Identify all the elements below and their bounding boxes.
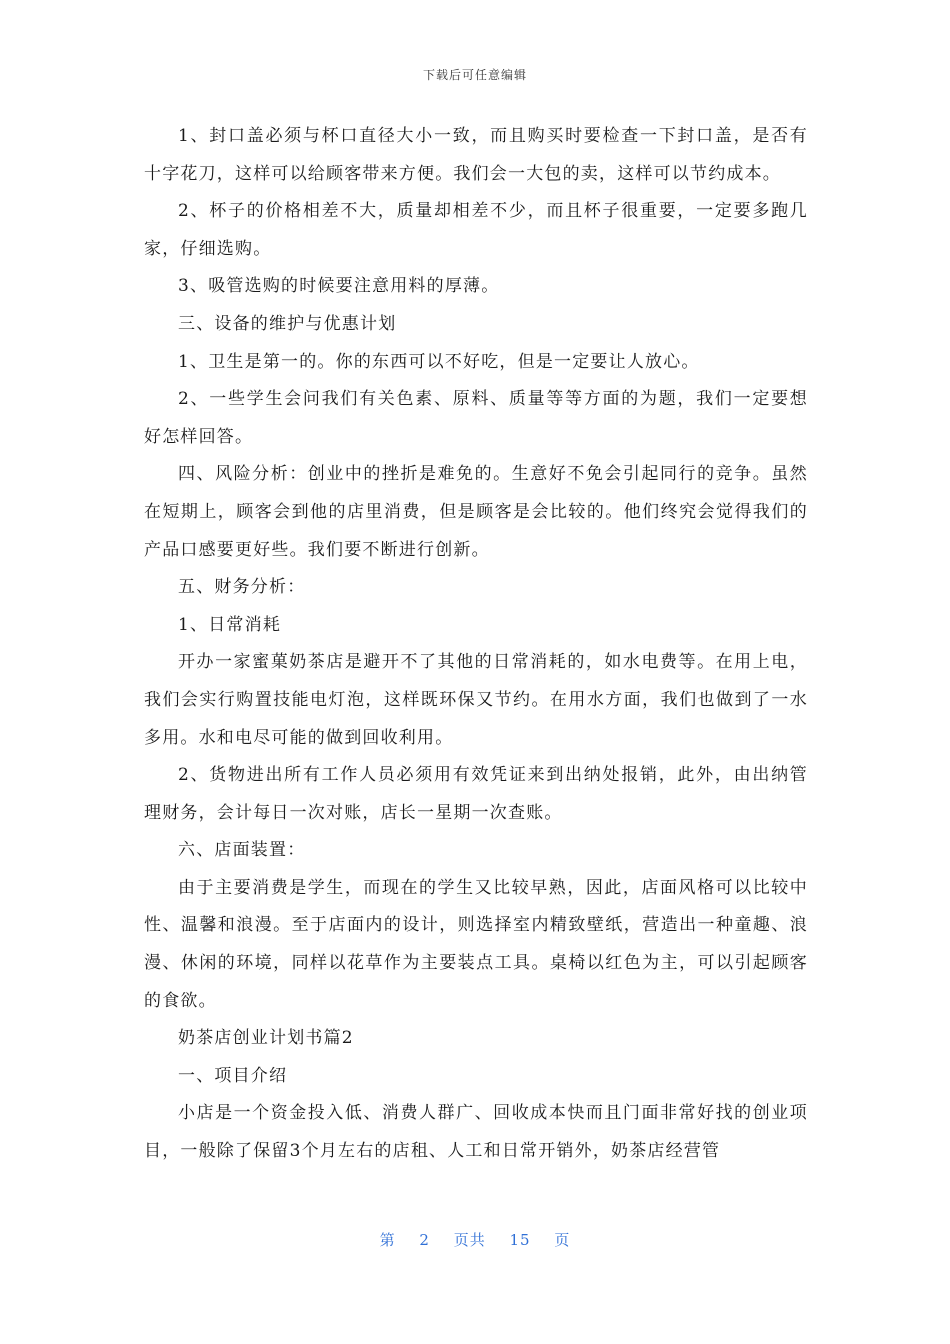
page-header: 下载后可任意编辑 bbox=[422, 68, 527, 82]
paragraph: 小店是一个资金投入低、消费人群广、回收成本快而且门面非常好找的创业项目，一般除了保留3个月左右的店租、人工和日常开销外，奶茶店经营管 bbox=[144, 1103, 808, 1162]
paragraph: 由于主要消费是学生，而现在的学生又比较早熟，因此，店面风格可以比较中性、温馨和浪漫。至于店面内的设计，则选择室内精致壁纸，营造出一种童趣、浪漫、休闲的环境，同样以花草作为主要装点工具。桌椅以红色为主，可以引起顾客的食欲。 bbox=[144, 877, 808, 1011]
document-body bbox=[144, 118, 808, 1171]
footer-mid: 页共 bbox=[453, 1231, 486, 1249]
section-heading: 五、财务分析： bbox=[178, 577, 306, 598]
paragraph: 1、卫生是第一的。你的东西可以不好吃，但是一定要让人放心。 bbox=[178, 351, 700, 372]
section-heading: 三、设备的维护与优惠计划 bbox=[178, 313, 397, 334]
paragraph: 四、风险分析：创业中的挫折是难免的。生意好不免会引起同行的竞争。虽然在短期上，顾客会到他的店里消费，但是顾客是会比较的。他们终究会觉得我们的产品口感要更好些。我们要不断进行创新。 bbox=[144, 464, 808, 560]
paragraph: 2、一些学生会问我们有关色素、原料、质量等等方面的为题，我们一定要想好怎样回答。 bbox=[144, 389, 808, 447]
section-heading: 一、项目介绍 bbox=[178, 1065, 288, 1086]
section-heading: 六、店面装置： bbox=[178, 840, 306, 861]
current-page-number: 2 bbox=[419, 1231, 430, 1249]
paragraph: 3、吸管选购的时候要注意用料的厚薄。 bbox=[178, 276, 500, 297]
total-page-number: 15 bbox=[509, 1231, 531, 1249]
paragraph: 1、封口盖必须与杯口直径大小一致，而且购买时要检查一下封口盖，是否有十字花刀，这样可以给顾客带来方便。我们会一大包的卖，这样可以节约成本。 bbox=[144, 126, 808, 184]
paragraph: 2、杯子的价格相差不大，质量却相差不少，而且杯子很重要，一定要多跑几家，仔细选购。 bbox=[144, 201, 808, 259]
page-footer bbox=[0, 1229, 950, 1250]
footer-suffix: 页 bbox=[554, 1231, 571, 1249]
paragraph: 开办一家蜜菓奶茶店是避开不了其他的日常消耗的，如水电费等。在用上电，我们会实行购置技能电灯泡，这样既环保又节约。在用水方面，我们也做到了一水多用。水和电尽可能的做到回收利用。 bbox=[144, 652, 808, 748]
subsection-heading: 1、日常消耗 bbox=[178, 614, 282, 635]
footer-prefix: 第 bbox=[379, 1231, 396, 1249]
paragraph: 2、货物进出所有工作人员必须用有效凭证来到出纳处报销，此外，由出纳管理财务，会计每日一次对账，店长一星期一次查账。 bbox=[144, 765, 808, 823]
article-title: 奶茶店创业计划书篇2 bbox=[178, 1028, 354, 1049]
